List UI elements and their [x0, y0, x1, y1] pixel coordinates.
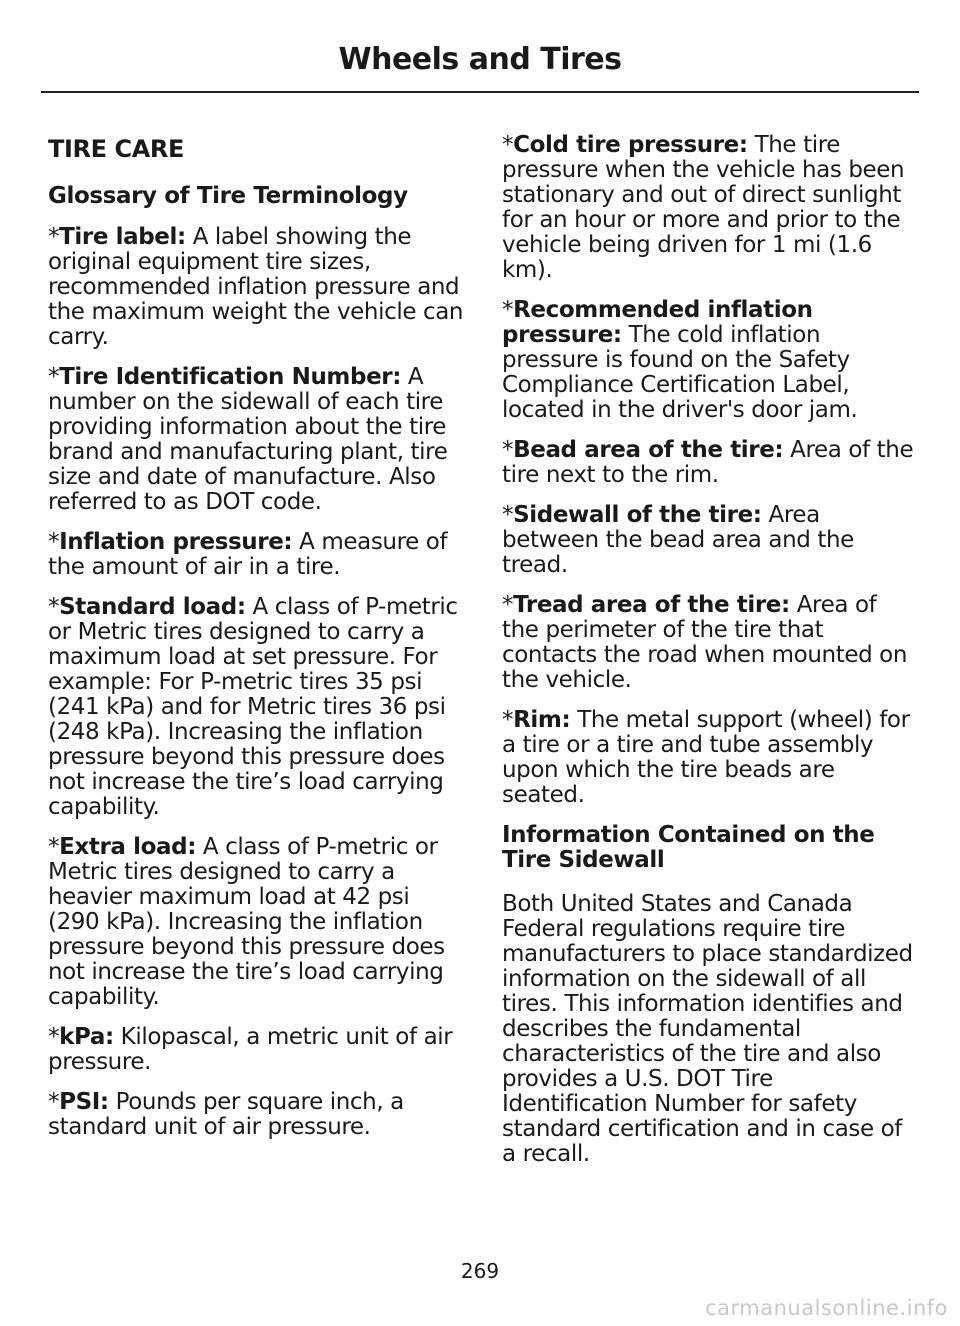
glossary-entry-tread-area	[502, 593, 918, 693]
header-divider	[41, 91, 919, 93]
glossary-entry-psi	[48, 1090, 464, 1140]
glossary-entry-tire-label	[48, 225, 464, 350]
entry-term: Recommended inflation pressure:	[502, 297, 813, 348]
entry-prefix: *	[502, 592, 514, 618]
entry-term: Cold tire pressure:	[513, 132, 748, 158]
entry-prefix: *	[48, 1024, 60, 1050]
entry-text: A class of P-metric or Metric tires designed to carry a heavier maximum load at 42 psi (290 kPa). Increasing the inflation pressure beyond this pressure does not increase the tire’s load carrying capability.	[48, 834, 445, 1010]
entry-term: Extra load:	[59, 834, 196, 860]
entry-term: Sidewall of the tire:	[513, 502, 762, 528]
glossary-entry-sidewall	[502, 503, 918, 578]
glossary-entry-recommended-inflation-pressure	[502, 298, 918, 423]
entry-text: The metal support (wheel) for a tire or a tire and tube assembly upon which the tire beads are seated.	[502, 707, 910, 808]
entry-text: Area of the perimeter of the tire that contacts the road when mounted on the vehicle.	[502, 592, 908, 693]
entry-prefix: *	[48, 834, 60, 860]
entry-prefix: *	[48, 1089, 60, 1115]
page-number: 269	[460, 1259, 500, 1283]
entry-term: Bead area of the tire:	[513, 437, 784, 463]
entry-term: Tire Identification Number:	[59, 364, 402, 390]
glossary-subtitle: Glossary of Tire Terminology	[48, 183, 408, 209]
entry-prefix: *	[502, 132, 514, 158]
entry-prefix: *	[502, 707, 514, 733]
entry-term: kPa:	[59, 1024, 114, 1050]
glossary-entry-rim	[502, 708, 918, 808]
glossary-entry-cold-tire-pressure	[502, 133, 918, 283]
entry-prefix: *	[502, 502, 514, 528]
sidewall-info-heading: Information Contained on the Tire Sidewall	[502, 822, 875, 873]
watermark: carmanualsonline.info	[705, 1296, 948, 1320]
entry-prefix: *	[48, 529, 60, 555]
glossary-entry-bead-area	[502, 438, 918, 488]
glossary-entry-kpa	[48, 1025, 464, 1075]
glossary-entry-inflation-pressure	[48, 530, 464, 580]
entry-term: PSI:	[59, 1089, 109, 1115]
entry-term: Tread area of the tire:	[513, 592, 790, 618]
left-column	[48, 133, 464, 1155]
entry-prefix: *	[48, 224, 60, 250]
entry-text: Pounds per square inch, a standard unit of air pressure.	[48, 1089, 404, 1140]
entry-text: Area between the bead area and the tread.	[502, 502, 854, 578]
entry-prefix: *	[502, 437, 514, 463]
page-header-title: Wheels and Tires	[338, 42, 622, 77]
entry-prefix: *	[502, 297, 514, 323]
entry-text: The cold inflation pressure is found on the Safety Compliance Certification Label, located in the driver's door jam.	[502, 322, 858, 423]
right-column	[502, 133, 918, 1167]
entry-term: Tire label:	[59, 224, 186, 250]
glossary-entry-extra-load	[48, 835, 464, 1010]
entry-text: A measure of the amount of air in a tire.	[48, 529, 448, 580]
glossary-entry-tire-identification-number	[48, 365, 464, 515]
section-title: TIRE CARE	[48, 135, 184, 163]
entry-text: A class of P-metric or Metric tires designed to carry a maximum load at set pressure. For example: For P-metric tires 35 psi (241 kPa) and for Metric tires 36 psi (248 kPa). Increasing the inflation pressure beyond this pressure does not increase the tire’s load carrying capability.	[48, 594, 458, 820]
entry-term: Inflation pressure:	[59, 529, 293, 555]
entry-text: Area of the tire next to the rim.	[502, 437, 914, 488]
entry-term: Standard load:	[59, 594, 246, 620]
entry-prefix: *	[48, 594, 60, 620]
glossary-entry-standard-load	[48, 595, 464, 820]
entry-text: The tire pressure when the vehicle has been stationary and out of direct sunlight for an hour or more and prior to the vehicle being driven for 1 mi (1.6 km).	[502, 132, 905, 283]
entry-term: Rim:	[513, 707, 571, 733]
sidewall-info-body: Both United States and Canada Federal regulations require tire manufacturers to place standardized information on the sidewall of all tires. This information identifies and describes the fundamental characteristics of the tire and also provides a U.S. DOT Tire Identification Number for safety standard certification and in case of a recall.	[502, 891, 913, 1167]
entry-text: A label showing the original equipment tire sizes, recommended inflation pressure and the maximum weight the vehicle can carry.	[48, 224, 464, 350]
entry-text: A number on the sidewall of each tire providing information about the tire brand and manufacturing plant, tire size and date of manufacture. Also referred to as DOT code.	[48, 364, 448, 515]
entry-text: Kilopascal, a metric unit of air pressure.	[48, 1024, 453, 1075]
entry-prefix: *	[48, 364, 60, 390]
